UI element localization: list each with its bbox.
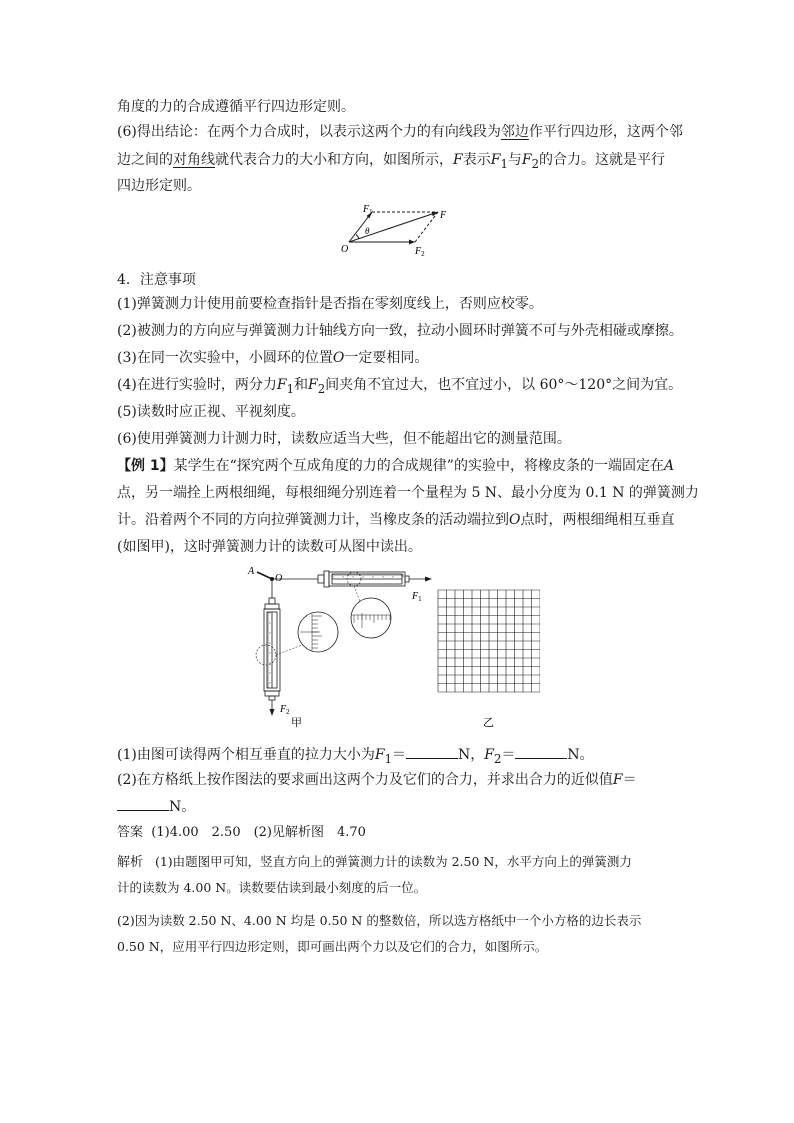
subscript: 1 bbox=[384, 751, 392, 766]
arrowhead bbox=[270, 709, 275, 716]
label-f2: $F_2$ bbox=[415, 246, 425, 258]
analysis-line bbox=[117, 911, 641, 931]
horizontal-spring-balance bbox=[318, 571, 428, 587]
text-line bbox=[117, 321, 683, 341]
label-f2: $F_2$ bbox=[280, 704, 290, 716]
text: (3)在同一次实验中，小圆环的位置 bbox=[117, 350, 333, 366]
text: 4．注意事项 bbox=[117, 272, 196, 288]
answer-label: 答案 bbox=[117, 825, 144, 840]
text: (1)由图可读得两个相互垂直的拉力大小为 bbox=[117, 747, 375, 763]
text-line bbox=[117, 348, 428, 368]
var: F bbox=[484, 747, 494, 763]
text-line bbox=[117, 294, 543, 314]
question-2 bbox=[117, 770, 637, 790]
answer-text: (1)4.00 2.50 (2)见解析图 4.70 bbox=[151, 825, 366, 840]
text: 一定要相同。 bbox=[344, 350, 429, 366]
subscript: 1 bbox=[500, 156, 508, 171]
text: (如图甲)，这时弹簧测力计的读数可从图中读出。 bbox=[117, 539, 422, 555]
subscript: 2 bbox=[531, 156, 539, 171]
text-line bbox=[117, 150, 665, 174]
var: F bbox=[612, 772, 623, 788]
text-line bbox=[117, 483, 699, 503]
label-theta: θ bbox=[365, 226, 370, 236]
text: 某学生在“探究两个互成角度的力的合成规律”的实验中，将橡皮条的一端固定在 bbox=[173, 458, 664, 474]
text: 作平行四边形，这两个邻 bbox=[528, 124, 683, 140]
var: F bbox=[453, 152, 463, 168]
text-line bbox=[117, 97, 355, 117]
text-line bbox=[117, 537, 422, 557]
subscript: 2 bbox=[317, 381, 326, 396]
text: N， bbox=[457, 747, 485, 763]
text-line bbox=[117, 510, 674, 530]
experiment-figure bbox=[240, 560, 540, 735]
var: F bbox=[276, 377, 287, 393]
text: 计。沿着两个不同的方向拉弹簧测力计，当橡皮条的活动端拉到 bbox=[117, 512, 509, 528]
analysis-label: 解析 bbox=[117, 855, 144, 870]
rubber-band bbox=[257, 572, 272, 579]
text: ＝ bbox=[391, 747, 406, 763]
var: A bbox=[663, 458, 675, 474]
dashed-side bbox=[415, 212, 438, 242]
knot-o bbox=[270, 577, 274, 581]
magnifier-source bbox=[256, 645, 276, 665]
grid-paper bbox=[438, 590, 540, 692]
text: ＝ bbox=[501, 747, 516, 763]
text: (4)在进行实验时，两分力 bbox=[117, 377, 277, 393]
answer-blank[interactable] bbox=[515, 744, 567, 759]
text: 点时，两根细绳相互垂直 bbox=[520, 512, 675, 528]
label-f1: $F_1$ bbox=[363, 204, 373, 216]
text: N。 bbox=[169, 799, 196, 815]
text: 的合力。这就是平行 bbox=[539, 152, 665, 168]
question-1 bbox=[117, 744, 594, 769]
parallelogram-figure bbox=[335, 200, 460, 260]
text-line bbox=[117, 375, 682, 399]
text: 与 bbox=[507, 152, 522, 168]
answer-blank[interactable] bbox=[117, 796, 169, 811]
var: F bbox=[490, 152, 501, 168]
var: F bbox=[374, 747, 385, 763]
text: (6)得出结论：在两个力合成时，以表示这两个力的有向线段为 bbox=[117, 124, 501, 140]
label-o: O bbox=[275, 573, 283, 584]
var: F bbox=[307, 377, 318, 393]
magnifier-lens bbox=[351, 598, 391, 638]
text: 角度的力的合成遵循平行四边形定则。 bbox=[117, 99, 355, 115]
subscript: 1 bbox=[286, 381, 294, 396]
caption-jia: 甲 bbox=[291, 717, 302, 729]
label-o: O bbox=[341, 244, 349, 255]
underlined-term: 邻边 bbox=[500, 124, 529, 140]
text: 间夹角不宜过大，也不宜过小，以 60°～120°之间为宜。 bbox=[325, 377, 683, 393]
var: O bbox=[332, 350, 345, 366]
text-line bbox=[117, 122, 683, 142]
analysis-line bbox=[117, 852, 632, 873]
text: (2)因为读数 2.50 N、4.00 N 均是 0.50 N 的整数倍，所以选方格纸中一个小方格的边长表示 bbox=[117, 913, 642, 928]
vertical-spring-balance bbox=[264, 598, 280, 712]
text: (6)使用弹簧测力计测力时，读数应适当大些，但不能超出它的测量范围。 bbox=[117, 431, 571, 447]
subscript: 2 bbox=[493, 751, 502, 766]
text: N。 bbox=[567, 747, 594, 763]
text-line bbox=[117, 402, 305, 422]
example-label: 【例 1】 bbox=[117, 458, 174, 474]
label-f: F bbox=[440, 210, 447, 221]
arrowhead bbox=[409, 240, 415, 245]
text: (2)被测力的方向应与弹簧测力计轴线方向一致，拉动小圆环时弹簧不可与外壳相碰或摩擦。 bbox=[117, 323, 683, 339]
text: (1)弹簧测力计使用前要检查指针是否指在零刻度线上，否则应校零。 bbox=[117, 296, 543, 312]
text: 边之间的 bbox=[117, 152, 173, 168]
text-line bbox=[117, 429, 571, 449]
text: 点，另一端拴上两根细绳，每根细绳分别连着一个量程为 5 N、最小分度为 0.1 N 的弹簧测力 bbox=[117, 485, 699, 501]
var: O bbox=[509, 512, 521, 528]
text: (5)读数时应正视、平视刻度。 bbox=[117, 404, 305, 420]
text-line bbox=[117, 176, 201, 196]
analysis-line bbox=[117, 878, 426, 898]
text: 计的读数为 4.00 N。读数要估读到最小刻度的后一位。 bbox=[117, 880, 427, 895]
caption-yi: 乙 bbox=[483, 717, 494, 729]
text: 和 bbox=[293, 377, 308, 393]
label-a: A bbox=[248, 566, 255, 577]
var: F bbox=[521, 152, 532, 168]
answer-line bbox=[117, 823, 366, 843]
text: 就代表合力的大小和方向，如图所示， bbox=[215, 152, 453, 168]
section-heading bbox=[117, 270, 196, 290]
answer-blank[interactable] bbox=[406, 744, 458, 759]
vector-f bbox=[349, 212, 438, 242]
text: 0.50 N，应用平行四边形定则，即可画出两个力以及它们的合力，如图所示。 bbox=[117, 939, 548, 954]
text: 四边形定则。 bbox=[117, 178, 201, 194]
analysis-line bbox=[117, 937, 547, 957]
angle-arc bbox=[356, 235, 359, 239]
text: (2)在方格纸上按作图法的要求画出这两个力及它们的合力，并求出合力的近似值 bbox=[117, 772, 613, 788]
text: ＝ bbox=[622, 772, 637, 788]
text: (1)由题图甲可知，竖直方向上的弹簧测力计的读数为 2.50 N，水平方向上的弹簧测力 bbox=[154, 854, 632, 869]
text: 表示 bbox=[462, 152, 491, 168]
text-line bbox=[117, 456, 674, 476]
question-2-cont bbox=[117, 796, 195, 817]
underlined-term: 对角线 bbox=[173, 152, 215, 168]
arrowhead bbox=[425, 577, 432, 582]
label-f1: $F_1$ bbox=[412, 591, 422, 603]
